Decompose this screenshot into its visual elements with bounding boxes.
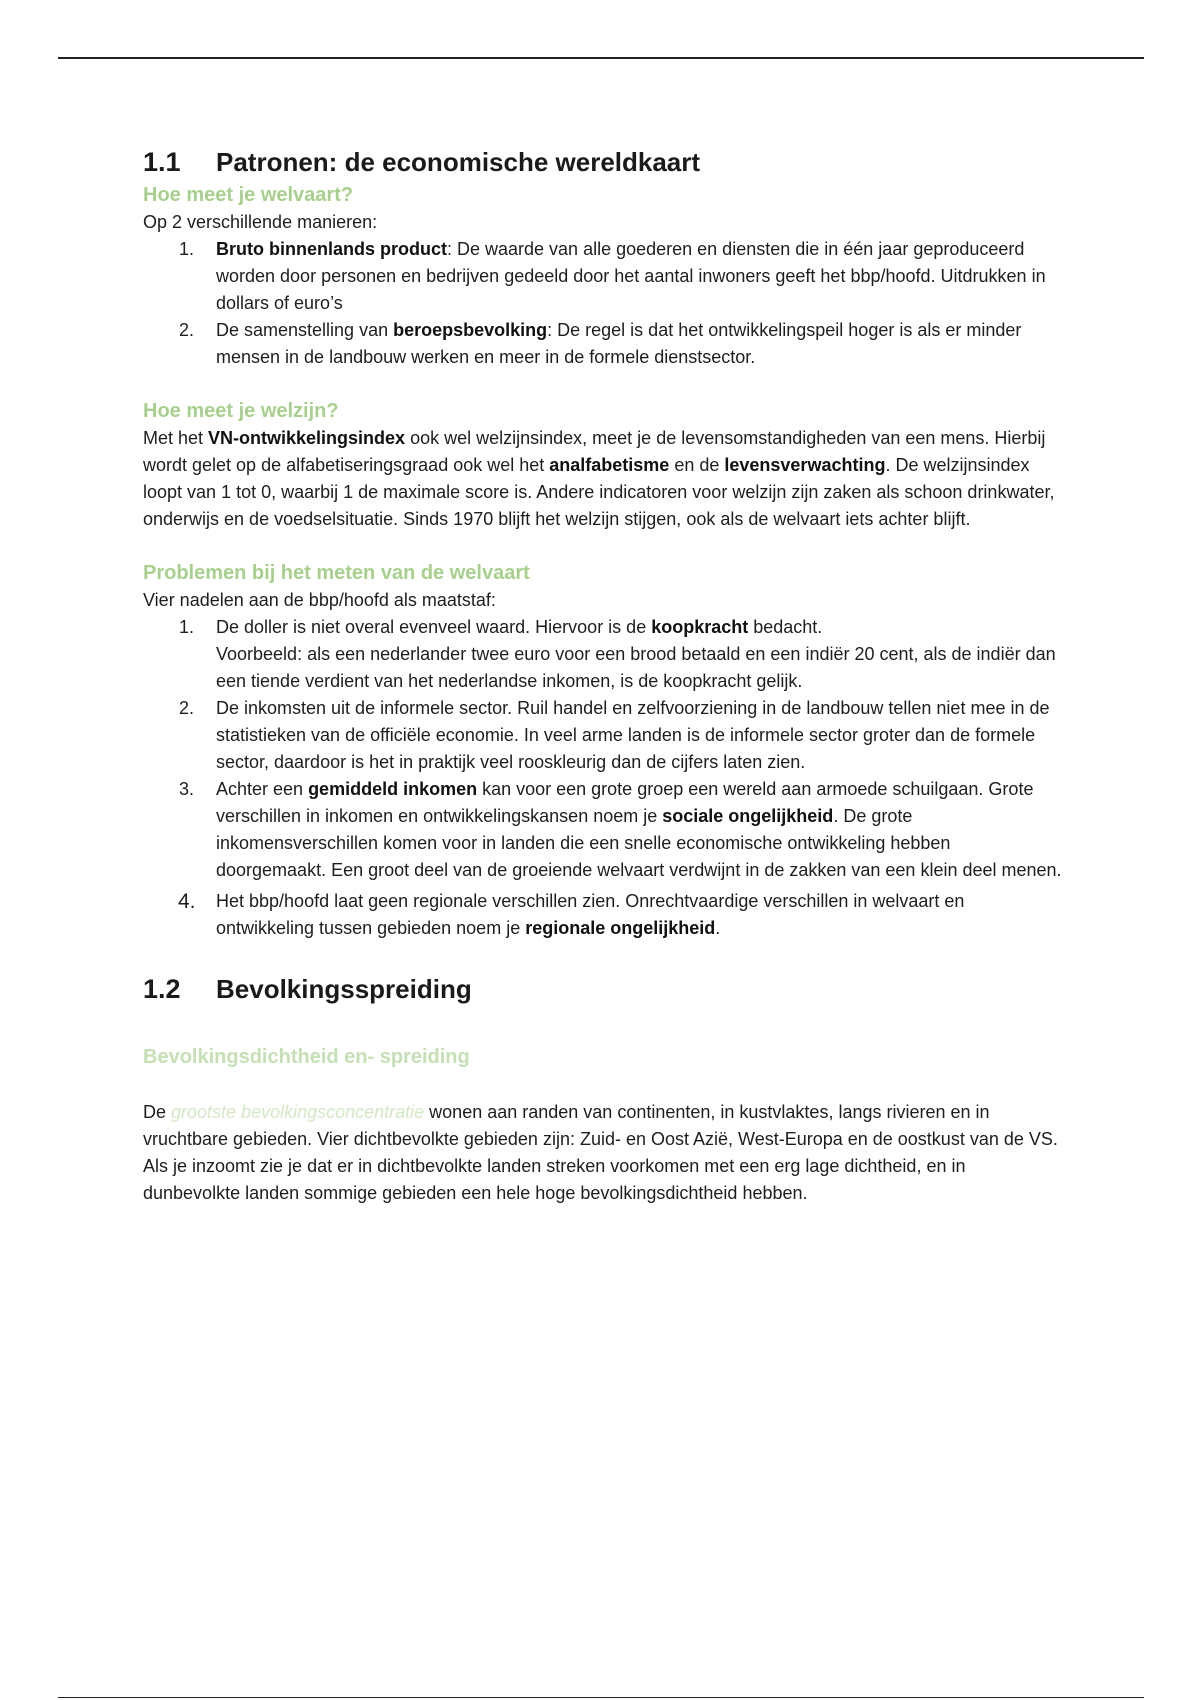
section-title: Patronen: de economische wereldkaart (216, 147, 701, 177)
list-marker: 2. (179, 320, 195, 340)
list-marker: 1. (179, 239, 195, 259)
text-run: bedacht. (748, 617, 823, 637)
list-marker: 2. (179, 698, 195, 718)
term-beroepsbevolking: beroepsbevolking (393, 320, 548, 340)
item-text: De inkomsten uit de informele sector. Ruil handel en zelfvoorziening in de landbouw tellen niet mee in de statistieken van de officiële economie. In veel arme landen is de informele sector groter dan de formele sector, daardoor is het in praktijk veel rooskleurig dan de cijfers laten zien. (216, 698, 1050, 772)
subheading-problemen: Problemen bij het meten van de welvaart (143, 562, 530, 584)
subheading-bevolkingsdichtheid: Bevolkingsdichtheid en- spreiding (143, 1046, 470, 1068)
text-run: wonen aan randen van continenten, in kustvlaktes, langs rivieren en in vruchtbare gebieden. Vier dichtbevolkte gebieden zijn: Zuid- en Oost Azië, West-Europa en de oostkust van de VS. Als je inzoomt zie je dat er in dichtbevolkte landen streken voorkomen met een erg lage dichtheid, en in dunbevolkte landen sommige gebieden een hele hoge bevolkingsdichtheid hebben. (143, 1102, 1058, 1203)
list-item (143, 614, 1063, 695)
list-marker: 4. (178, 890, 196, 913)
term-koopkracht: koopkracht (651, 617, 749, 637)
item-text: : De waarde van alle goederen en diensten die in één jaar geproduceerd worden door personen en bedrijven gedeeld door het aantal inwoners geeft het bbp/hoofd. Uitdrukken in dollars of euro’s (216, 239, 1046, 313)
list-item (143, 317, 1063, 371)
subheading-welvaart: Hoe meet je welvaart? (143, 184, 354, 206)
footer-rule (58, 1697, 1144, 1698)
text-run: De (143, 1102, 172, 1122)
problemen-intro: Vier nadelen aan de bbp/hoofd als maatstaf: (143, 590, 496, 610)
welzijn-paragraph (143, 425, 1063, 533)
text-run: Achter een (216, 779, 309, 799)
text-run: De doller is niet overal evenveel waard. Hiervoor is de (216, 617, 652, 637)
problemen-list (143, 614, 1063, 942)
term-gemiddeld-inkomen: gemiddeld inkomen (308, 779, 478, 799)
term-sociale-ongelijkheid: sociale ongelijkheid (662, 806, 834, 826)
bevolking-paragraph (143, 1099, 1063, 1207)
document-body (143, 145, 1063, 1207)
item-text: De samenstelling van (216, 320, 394, 340)
text-run: ook wel welzijnsindex, meet je de levensomstandigheden van een mens. Hierbij wordt gelet op de alfabetiseringsgraad ook wel het (143, 428, 1046, 475)
faint-term: grootste bevolkingsconcentratie (171, 1102, 425, 1122)
list-item (143, 776, 1063, 884)
header-rule (58, 57, 1144, 59)
term-regionale-ongelijkheid: regionale ongelijkheid (525, 918, 716, 938)
list-item (143, 888, 1063, 942)
list-item (143, 236, 1063, 317)
text-run: kan voor een grote groep een wereld aan armoede schuilgaan. Grote verschillen in inkomen en ontwikkelingskansen noem je (216, 779, 1034, 826)
example-text: Voorbeeld: als een nederlander twee euro voor een brood betaald en een indiër 20 cent, als de indiër dan een tiende verdient van het nederlandse inkomen, is de koopkracht gelijk. (216, 644, 1056, 691)
text-run: en de (669, 455, 725, 475)
term-analfabetisme: analfabetisme (549, 455, 670, 475)
welvaart-intro: Op 2 verschillende manieren: (143, 212, 378, 232)
subheading-welzijn: Hoe meet je welzijn? (143, 400, 339, 422)
section-title: Bevolkingsspreiding (216, 974, 472, 1004)
text-run: . De welzijnsindex loopt van 1 tot 0, waarbij 1 de maximale score is. Andere indicatoren voor welzijn zijn zaken als schoon drinkwater, onderwijs en de voedselsituatie. Sinds 1970 blijft het welzijn stijgen, ook als de welvaart iets achter blijft. (143, 455, 1055, 529)
text-run: . (715, 918, 721, 938)
item-text: : De regel is dat het ontwikkelingspeil hoger is als er minder mensen in de landbouw werken en meer in de formele dienstsector. (216, 320, 1022, 367)
section-number: 1.2 (143, 974, 181, 1004)
term-levensverwachting: levensverwachting (724, 455, 886, 475)
term-bbp: Bruto binnenlands product (216, 239, 447, 259)
text-run: . De grote inkomensverschillen komen voor in landen die een snelle economische ontwikkeling hebben doorgemaakt. Een groot deel van de groeiende welvaart verdwijnt in de zakken van een klein deel menen. (216, 806, 1062, 880)
section-number: 1.1 (143, 147, 181, 177)
term-vn-index: VN-ontwikkelingsindex (208, 428, 406, 448)
text-run: Met het (143, 428, 209, 448)
section-heading-1-1 (143, 145, 1063, 179)
text-run: Het bbp/hoofd laat geen regionale verschillen zien. Onrechtvaardige verschillen in welvaart en ontwikkeling tussen gebieden noem je (216, 891, 965, 938)
list-marker: 1. (179, 617, 195, 637)
welvaart-list (143, 236, 1063, 371)
section-heading-1-2 (143, 972, 1063, 1006)
list-item (143, 695, 1063, 776)
list-marker: 3. (179, 779, 195, 799)
